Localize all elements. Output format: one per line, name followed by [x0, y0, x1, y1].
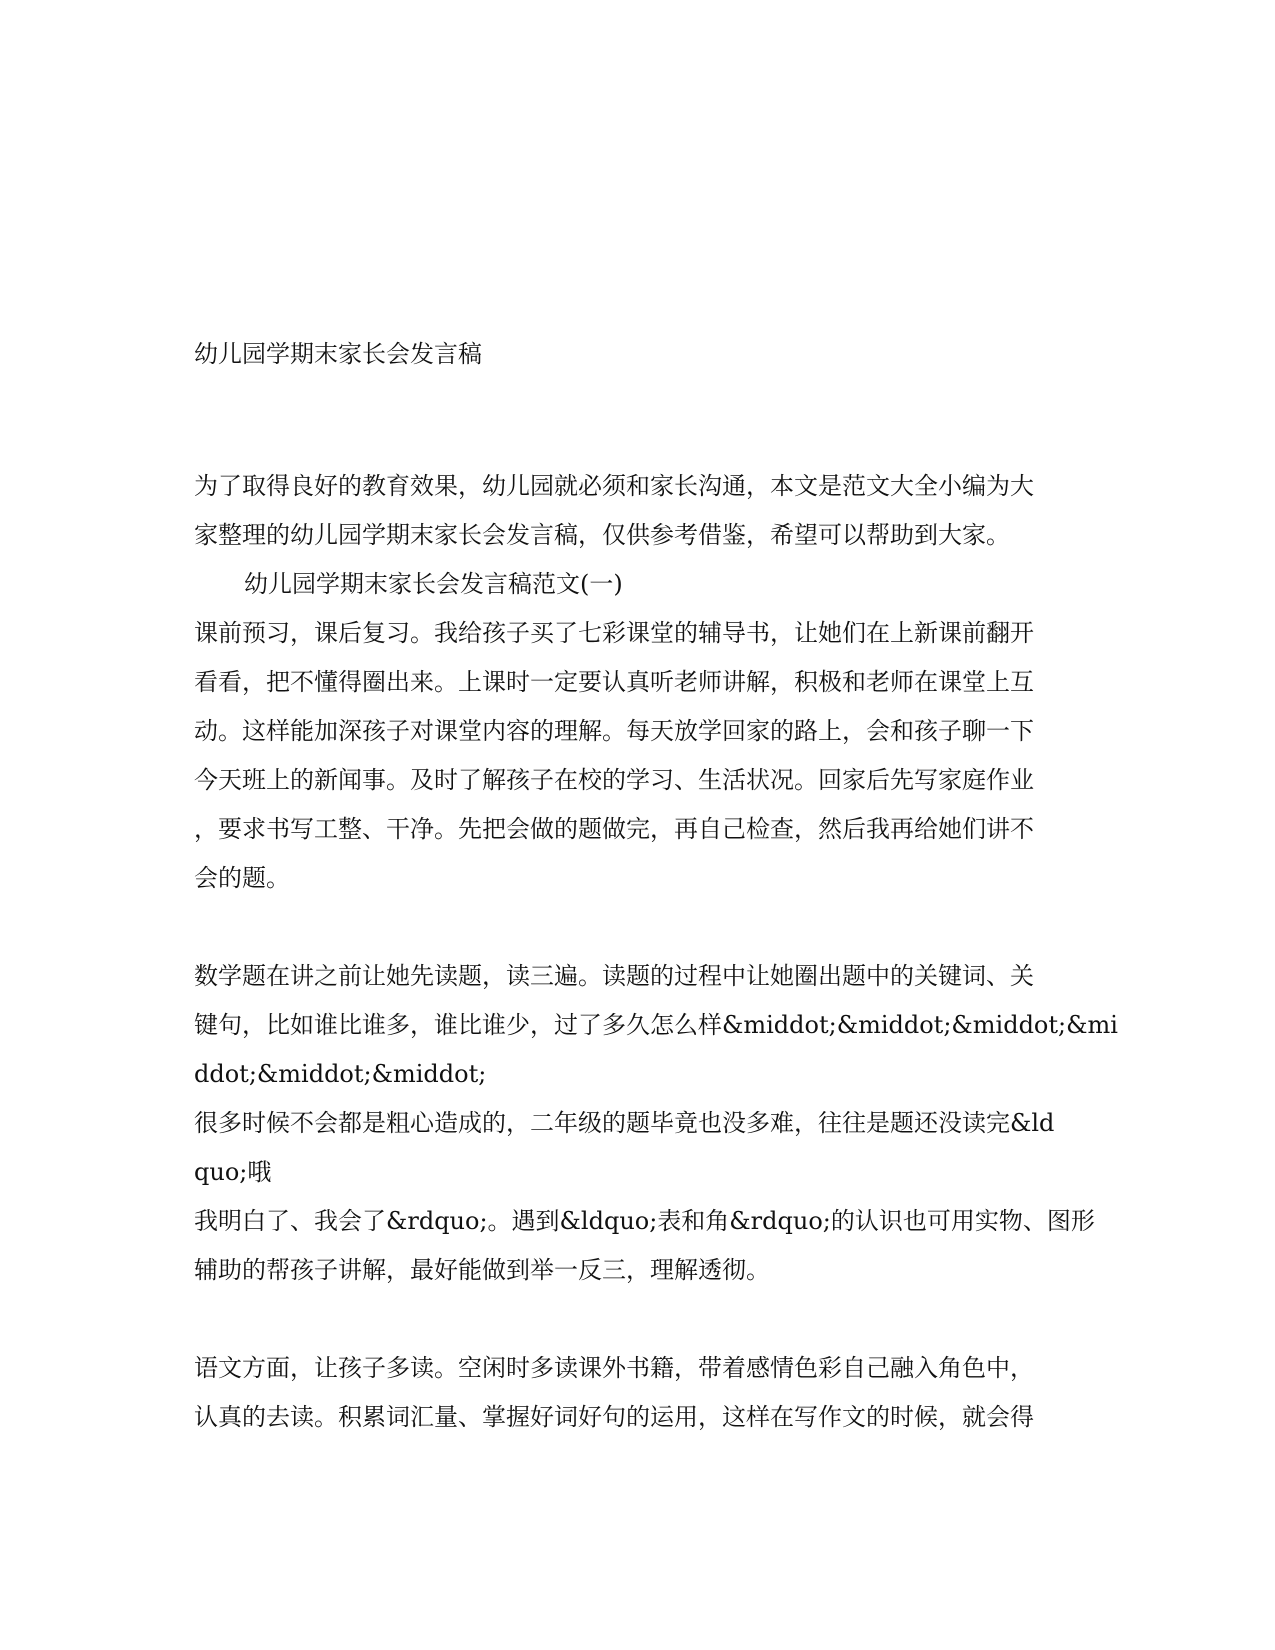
paragraph-line: 会的题。: [194, 864, 290, 892]
intro-line: 家整理的幼儿园学期末家长会发言稿，仅供参考借鉴，希望可以帮助到大家。: [194, 521, 1010, 549]
paragraph-line: 今天班上的新闻事。及时了解孩子在校的学习、生活状况。回家后先写家庭作业: [194, 766, 1034, 794]
paragraph-gap: [194, 903, 1094, 952]
paragraph-line: 语文方面，让孩子多读。空闲时多读课外书籍，带着感情色彩自己融入角色中，: [194, 1354, 1034, 1382]
paragraph-line: 我明白了、我会了&rdquo;。遇到&ldquo;表和角&rdquo;的认识也可用实物、图形: [194, 1207, 1095, 1235]
paragraph-line: 看看，把不懂得圈出来。上课时一定要认真听老师讲解，积极和老师在课堂上互: [194, 668, 1034, 696]
paragraph-line: 数学题在讲之前让她先读题，读三遍。读题的过程中让她圈出题中的关键词、关: [194, 962, 1034, 990]
paragraph-line: ，要求书写工整、干净。先把会做的题做完，再自己检查，然后我再给她们讲不: [194, 815, 1034, 843]
paragraph-line: 动。这样能加深孩子对课堂内容的理解。每天放学回家的路上，会和孩子聊一下: [194, 717, 1034, 745]
paragraph-line: quo;哦: [194, 1158, 272, 1186]
paragraph-line: 辅助的帮孩子讲解，最好能做到举一反三，理解透彻。: [194, 1256, 770, 1284]
paragraph-gap: [194, 1295, 1094, 1344]
document-title: 幼儿园学期末家长会发言稿: [194, 340, 482, 368]
paragraph-line: 课前预习，课后复习。我给孩子买了七彩课堂的辅导书，让她们在上新课前翻开: [194, 619, 1034, 647]
document-body: [194, 462, 1118, 1442]
paragraph-line: ddot;&middot;&middot;: [194, 1060, 487, 1088]
paragraph-line: 认真的去读。积累词汇量、掌握好词好句的运用，这样在写作文的时候，就会得: [194, 1403, 1034, 1431]
paragraph-line: 很多时候不会都是粗心造成的，二年级的题毕竟也没多难，往往是题还没读完&ld: [194, 1109, 1055, 1137]
section-heading: 幼儿园学期末家长会发言稿范文(一): [244, 570, 623, 598]
paragraph-line: 键句，比如谁比谁多，谁比谁少，过了多久怎么样&middot;&middot;&middot;&mi: [194, 1011, 1118, 1039]
intro-line: 为了取得良好的教育效果，幼儿园就必须和家长沟通，本文是范文大全小编为大: [194, 472, 1034, 500]
